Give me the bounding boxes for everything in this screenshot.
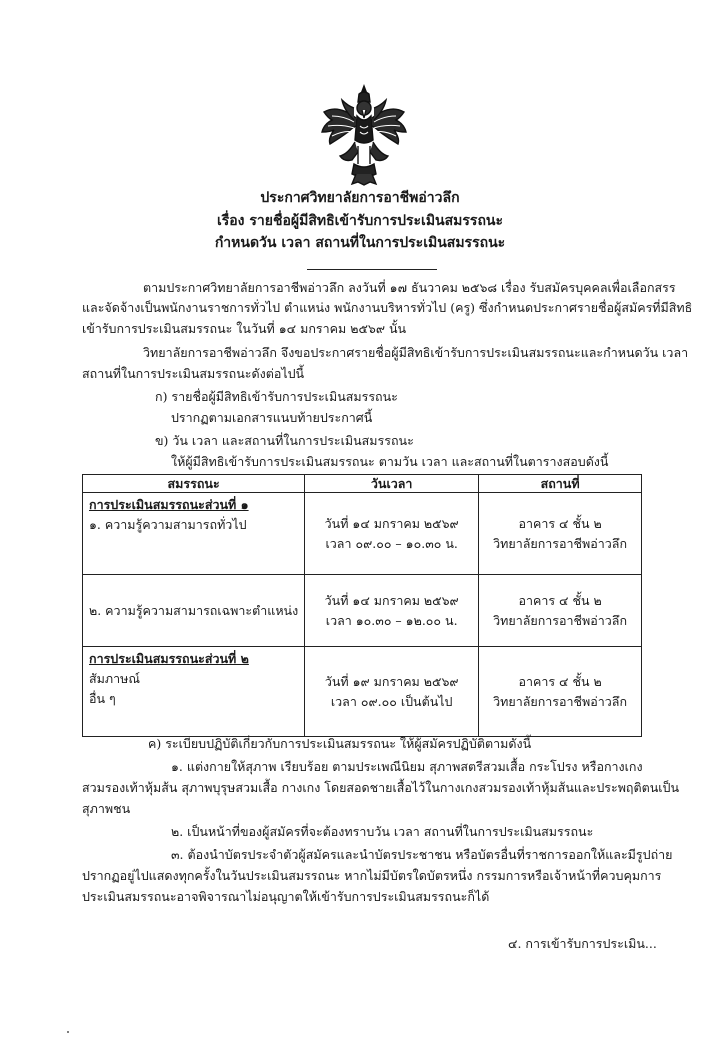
rule-2: ๒. เป็นหน้าที่ของผู้สมัครที่จะต้องทราบวัน เวลา สถานที่ในการประเมินสมรรถนะ (171, 824, 594, 839)
rule-3-line-2: ปรากฏอยู่ไปแสดงทุกครั้งในวันประเมินสมรรถนะ หากไม่มีบัตรใดบัตรหนึ่ง กรรมการหรือเจ้าหน้าที่ควบคุมการ (82, 868, 662, 883)
competency-cell (83, 647, 305, 737)
time-text: เวลา ๐๙.๐๐ – ๑๐.๓๐ น. (325, 535, 458, 551)
header-datetime: วันเวลา (305, 475, 479, 493)
place-cell (479, 575, 642, 647)
rule-1-line-2: สวมรองเท้าหุ้มส้น สุภาพบุรุษสวมเสื้อ กางเกง โดยสอดชายเสื้อไว้ในกางเกงสวมรองเท้าหุ้มส้นและประพฤติตนเป็น (82, 780, 680, 795)
time-text: เวลา ๑๐.๓๐ – ๑๒.๐๐ น. (325, 612, 458, 628)
announcement-subject-line2: กำหนดวัน เวลา สถานที่ในการประเมินสมรรถนะ (214, 235, 506, 251)
time-text: เวลา ๐๙.๐๐ เป็นต้นไป (330, 693, 453, 709)
building-text: อาคาร ๔ ชั้น ๒ (518, 515, 602, 531)
competency-label: ๒. ความรู้ความสามารถเฉพาะตำแหน่ง (89, 602, 299, 618)
paragraph-2-line-2: สถานที่ในการประเมินสมรรถนะดังต่อไปนี้ (82, 366, 305, 381)
datetime-cell (305, 575, 479, 647)
datetime-cell (305, 647, 479, 737)
table-row (83, 493, 642, 575)
header-place: สถานที่ (479, 475, 642, 493)
rule-3-line-1: ๓. ต้องนำบัตรประจำตัวผู้สมัครและนำบัตรประชาชน หรือบัตรอื่นที่ราชการออกให้และมีรูปถ่าย (171, 847, 673, 862)
part-2-title: การประเมินสมรรถนะส่วนที่ ๒ (89, 651, 249, 666)
title-divider (307, 269, 437, 270)
competency-label: ๑. ความรู้ความสามารถทั่วไป (89, 517, 247, 532)
item-a: ก) รายชื่อผู้มีสิทธิเข้ารับการประเมินสมรรถนะ (155, 389, 398, 404)
garuda-emblem-icon (318, 82, 410, 186)
building-text: อาคาร ๔ ชั้น ๒ (518, 592, 602, 608)
scan-speck (66, 1030, 70, 1034)
rule-1-line-1: ๑. แต่งกายให้สุภาพ เรียบร้อย ตามประเพณีนิยม สุภาพสตรีสวมเสื้อ กระโปรง หรือกางเกง (171, 759, 643, 774)
competency-cell (83, 493, 305, 575)
building-text: อาคาร ๔ ชั้น ๒ (518, 673, 602, 689)
item-a-detail: ปรากฏตามเอกสารแนบท้ายประกาศนี้ (171, 410, 373, 425)
item-c: ค) ระเบียบปฏิบัติเกี่ยวกับการประเมินสมรรถนะ ให้ผู้สมัครปฏิบัติตามดังนี้ (148, 736, 532, 751)
header-competency: สมรรถนะ (83, 475, 305, 493)
schedule-table (82, 474, 642, 737)
institution-text: วิทยาลัยการอาชีพอ่าวลึก (493, 693, 628, 709)
paragraph-1-line-1: ตามประกาศวิทยาลัยการอาชีพอ่าวลึก ลงวันที่ ๑๗ ธันวาคม ๒๕๖๘ เรื่อง รับสมัครบุคคลเพื่อเลือกสรร (143, 280, 676, 295)
table-row (83, 575, 642, 647)
institution-text: วิทยาลัยการอาชีพอ่าวลึก (493, 535, 628, 551)
part-1-title: การประเมินสมรรถนะส่วนที่ ๑ (89, 497, 249, 512)
table-row (83, 647, 642, 737)
item-b-detail: ให้ผู้มีสิทธิเข้ารับการประเมินสมรรถนะ ตามวัน เวลา และสถานที่ในตารางสอบดังนี้ (171, 454, 609, 469)
date-text: วันที่ ๑๔ มกราคม ๒๕๖๙ (324, 515, 459, 531)
competency-label: อื่น ๆ (89, 691, 116, 706)
date-text: วันที่ ๑๙ มกราคม ๒๕๖๙ (324, 673, 459, 689)
competency-cell (83, 575, 305, 647)
table-header-row (83, 475, 642, 493)
continuation-note: ๔. การเข้ารับการประเมิน... (508, 936, 657, 951)
announcement-title: ประกาศวิทยาลัยการอาชีพอ่าวลึก (260, 190, 460, 206)
announcement-subject: เรื่อง รายชื่อผู้มีสิทธิเข้ารับการประเมินสมรรถนะ (216, 213, 504, 229)
paragraph-1-line-2: และจัดจ้างเป็นพนักงานราชการทั่วไป ตำแหน่ง พนักงานบริหารทั่วไป (ครู) ซึ่งกำหนดประกาศรายชื่อผู้สมัครที่มีสิทธิ (82, 300, 693, 315)
datetime-cell (305, 493, 479, 575)
rule-1-line-3: สุภาพชน (82, 801, 131, 816)
rule-3-line-3: ประเมินสมรรถนะอาจพิจารณาไม่อนุญาตให้เข้ารับการประเมินสมรรถนะก็ได้ (82, 889, 490, 904)
competency-label: สัมภาษณ์ (89, 671, 140, 686)
paragraph-2-line-1: วิทยาลัยการอาชีพอ่าวลึก จึงขอประกาศรายชื่อผู้มีสิทธิเข้ารับการประเมินสมรรถนะและกำหนดวัน เวลา (143, 345, 689, 360)
institution-text: วิทยาลัยการอาชีพอ่าวลึก (493, 612, 628, 628)
place-cell (479, 493, 642, 575)
item-b: ข) วัน เวลา และสถานที่ในการประเมินสมรรถนะ (155, 433, 414, 448)
place-cell (479, 647, 642, 737)
paragraph-1-line-3: เข้ารับการประเมินสมรรถนะ ในวันที่ ๑๔ มกราคม ๒๕๖๙ นั้น (82, 321, 407, 336)
date-text: วันที่ ๑๔ มกราคม ๒๕๖๙ (324, 592, 459, 608)
